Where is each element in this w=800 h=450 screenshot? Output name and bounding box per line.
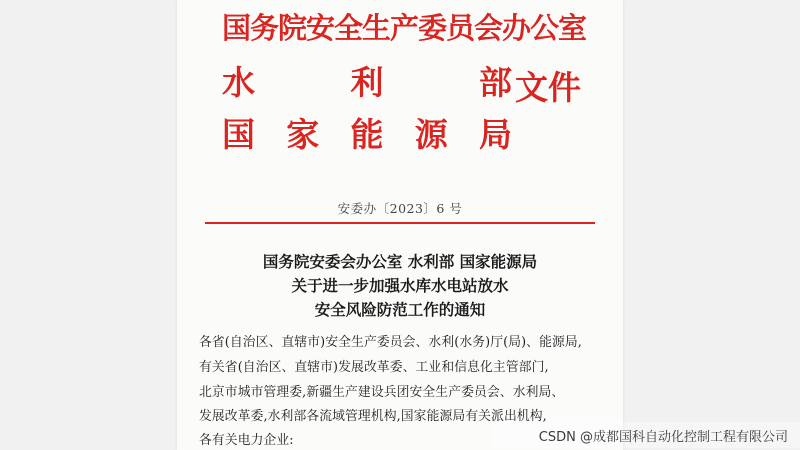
header-line-2-char: 部 xyxy=(479,63,512,102)
header-line-3 xyxy=(222,115,512,154)
header-line-2 xyxy=(222,63,512,102)
body-line: 有关省(自治区、直辖市)发展改革委、工业和信息化主管部门, xyxy=(199,360,549,375)
body-line: 北京市城市管理委,新疆生产建设兵团安全生产委员会、水利局、 xyxy=(199,385,565,400)
header-line-1: 国务院安全生产委员会办公室 xyxy=(222,11,587,45)
header-wenjian: 文件 xyxy=(515,68,581,107)
document-number: 安委办〔2023〕6 号 xyxy=(337,201,463,216)
body-line: 发展改革委,水利部各流域管理机构,国家能源局有关派出机构, xyxy=(199,409,547,424)
title-line-1: 国务院安委会办公室 水利部 国家能源局 xyxy=(262,252,538,271)
body-line: 各有关电力企业: xyxy=(199,433,294,448)
csdn-watermark: CSDN @成都国科自动化控制工程有限公司 xyxy=(538,430,788,445)
header-line-3-char: 源 xyxy=(414,115,448,154)
title-line-2: 关于进一步加强水库水电站放水 xyxy=(291,276,509,295)
header-line-3-char: 能 xyxy=(350,115,384,154)
header-line-3-char: 家 xyxy=(286,115,320,154)
document-page xyxy=(177,0,623,450)
header-line-2-char: 水 xyxy=(222,63,255,102)
red-divider-line xyxy=(205,222,595,224)
body-line: 各省(自治区、直辖市)安全生产委员会、水利(水务)厅(局)、能源局, xyxy=(199,335,582,350)
header-line-3-char: 局 xyxy=(479,115,512,154)
title-line-3: 安全风险防范工作的通知 xyxy=(314,300,486,319)
header-line-2-char: 利 xyxy=(350,63,384,102)
header-line-3-char: 国 xyxy=(222,115,255,154)
